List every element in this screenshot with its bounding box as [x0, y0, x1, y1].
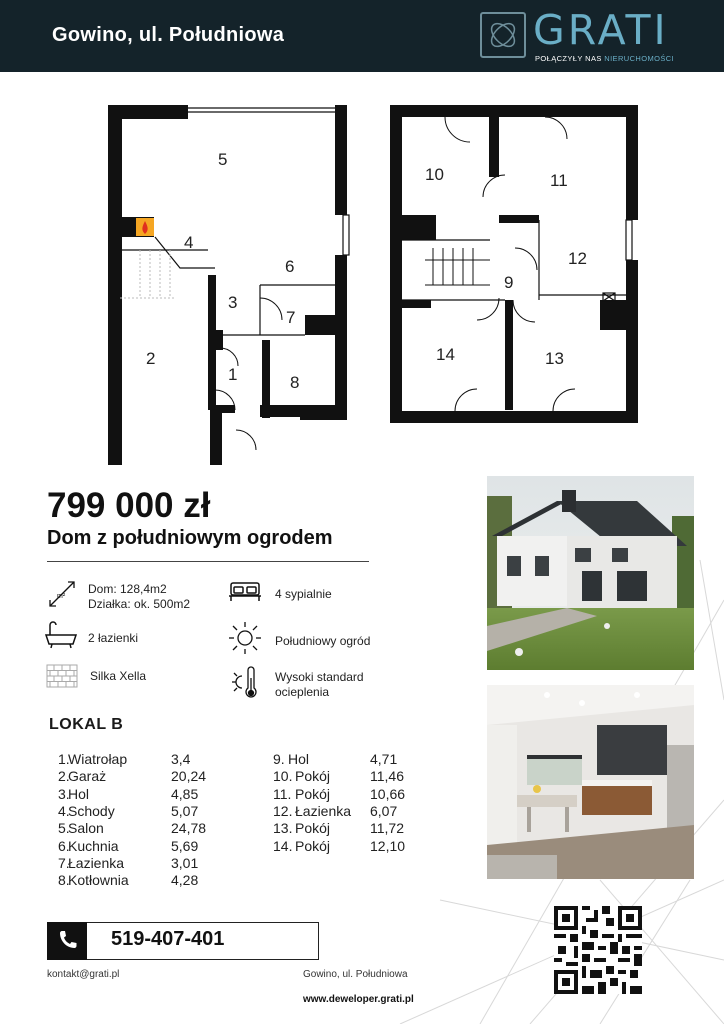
- room-label-14: 14: [436, 345, 455, 364]
- room-row-area: 4,71: [370, 751, 398, 767]
- bed-icon: [228, 580, 262, 604]
- room-row-name: Schody: [68, 802, 115, 819]
- room-row-name: Hol: [288, 751, 310, 767]
- garden: Południowy ogród: [275, 634, 371, 648]
- room-row-area: 4,85: [171, 785, 199, 802]
- logo-tagline-part1: POŁĄCZYŁY NAS: [535, 54, 605, 63]
- logo-tagline: [535, 54, 674, 63]
- bedrooms: 4 sypialnie: [275, 587, 332, 601]
- room-row-number: 1.: [58, 751, 70, 767]
- phone-number[interactable]: 519-407-401: [111, 928, 225, 950]
- price: 799 000 zł: [47, 486, 211, 525]
- room-row-area: 24,78: [171, 820, 207, 837]
- room-row-area: 11,72: [370, 820, 404, 837]
- room-row-number: 5.: [58, 820, 70, 837]
- listing-subtitle: Dom z południowym ogrodem: [47, 527, 333, 549]
- room-row-number: 4.: [58, 802, 70, 819]
- room-row-name: Pokój: [295, 820, 331, 837]
- floorplan-ground: [100, 100, 360, 470]
- phone-icon: [47, 922, 87, 960]
- room-row-area: 5,07: [171, 802, 199, 819]
- room-row-name: Pokój: [295, 768, 331, 785]
- room-label-5: 5: [218, 150, 228, 169]
- grati-logo-icon: [480, 12, 526, 58]
- room-row-name: Kotłownia: [68, 872, 129, 889]
- room-label-2: 2: [146, 349, 156, 368]
- floorplan-upper: [385, 100, 645, 430]
- room-label-3: 3: [228, 293, 238, 312]
- room-row-area: 12,10: [370, 837, 406, 854]
- room-row-number: 2.: [58, 768, 70, 785]
- room-row-number: 12.: [273, 802, 293, 819]
- room-row-area: 5,69: [171, 837, 199, 854]
- room-row-number: 13.: [273, 820, 293, 837]
- address: Gowino, ul. Południowa: [303, 969, 408, 980]
- room-row-number: 3.: [58, 785, 70, 802]
- room-label-7: 7: [286, 308, 296, 327]
- logo-wordmark: GRATI: [533, 6, 669, 54]
- room-label-8: 8: [290, 373, 300, 392]
- room-row-name: Wiatrołap: [68, 751, 128, 767]
- room-label-11: 11: [550, 171, 568, 190]
- room-row-area: 10,66: [370, 785, 406, 802]
- room-row-number: 8.: [58, 872, 70, 889]
- room-row-name: Garaż: [68, 768, 107, 785]
- divider: [47, 561, 369, 562]
- house-exterior-photo: [487, 476, 694, 670]
- interior-kitchen-photo: [487, 685, 694, 879]
- room-label-4: 4: [184, 233, 194, 252]
- brick-wall-icon: [46, 664, 78, 688]
- area-icon: [46, 578, 78, 610]
- page-title: Gowino, ul. Południowa: [52, 24, 285, 46]
- room-label-6: 6: [285, 257, 295, 276]
- email[interactable]: kontakt@grati.pl: [47, 969, 120, 980]
- room-row-area: 11,46: [370, 768, 404, 785]
- room-row-area: 4,28: [171, 872, 199, 889]
- room-label-10: 10: [425, 165, 444, 184]
- room-row-name: Pokój: [295, 837, 331, 854]
- insulation-line2: ocieplenia: [275, 685, 330, 699]
- room-row-name: Hol: [68, 785, 90, 802]
- wall-material: Silka Xella: [90, 669, 147, 683]
- qr-code[interactable]: [554, 906, 642, 994]
- room-row-area: 6,07: [370, 802, 398, 819]
- room-row-area: 3,4: [171, 751, 191, 767]
- room-label-12: 12: [568, 249, 587, 268]
- sun-icon: [227, 620, 263, 656]
- insulation-line1: Wysoki standard: [275, 670, 364, 684]
- room-row-name: Salon: [68, 820, 104, 837]
- thermometer-sun-icon: [228, 666, 264, 702]
- room-row-name: Łazienka: [68, 854, 125, 871]
- website-link[interactable]: www.deweloper.grati.pl: [303, 994, 414, 1005]
- room-label-1: 1: [228, 365, 238, 384]
- bathrooms: 2 łazienki: [88, 631, 139, 645]
- room-row-number: 9.: [273, 751, 285, 767]
- room-row-number: 10.: [273, 768, 293, 785]
- room-label-9: 9: [504, 273, 514, 292]
- area-icon-label: m²: [57, 593, 66, 600]
- plot-area: Działka: ok. 500m2: [88, 597, 191, 611]
- room-row-number: 7.: [58, 854, 70, 871]
- bathtub-icon: [44, 620, 78, 650]
- house-area: Dom: 128,4m2: [88, 582, 167, 596]
- room-row-name: Kuchnia: [68, 837, 119, 854]
- room-row-name: Łazienka: [295, 802, 352, 819]
- room-label-13: 13: [545, 349, 564, 368]
- room-row-area: 20,24: [171, 768, 207, 785]
- room-row-name: Pokój: [295, 785, 331, 802]
- logo-tagline-part2: NIERUCHOMOŚCI: [604, 54, 675, 63]
- room-row-number: 14.: [273, 837, 293, 854]
- rooms-section-title: LOKAL B: [49, 716, 124, 733]
- room-row-number: 6.: [58, 837, 70, 854]
- room-row-number: 11.: [273, 785, 292, 802]
- room-row-area: 3,01: [171, 854, 199, 871]
